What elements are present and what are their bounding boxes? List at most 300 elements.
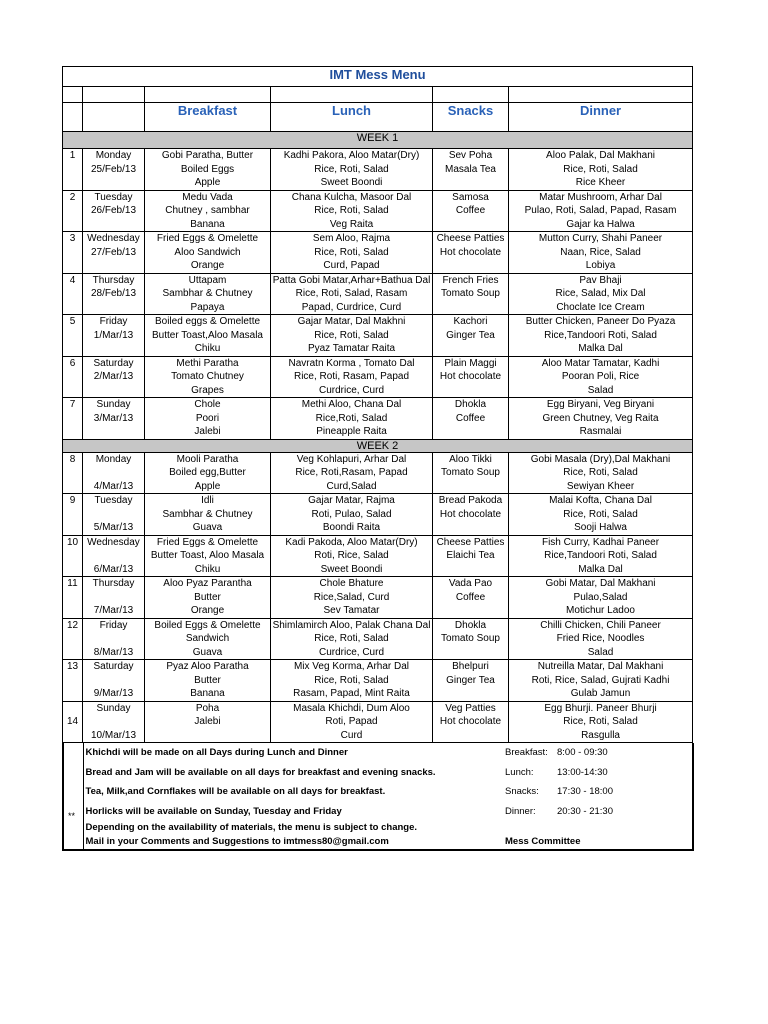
day-line: 26/Feb/13	[90, 205, 137, 216]
lunch-line: Rice, Roti, Salad, Rasam	[295, 288, 408, 299]
timing-dinner	[505, 802, 692, 822]
day-row	[63, 356, 693, 398]
breakfast-cell	[145, 701, 271, 743]
snacks-cell	[433, 618, 509, 660]
day-number	[63, 273, 83, 315]
snacks-cell	[433, 232, 509, 274]
dinner-line: Mutton Curry, Shahi Paneer	[538, 233, 663, 244]
day-line	[83, 508, 144, 522]
day-cell	[83, 660, 145, 702]
day-line: 5/Mar/13	[93, 522, 134, 533]
day-cell	[83, 190, 145, 232]
dinner-line: Butter Chicken, Paneer Do Pyaza	[525, 316, 676, 327]
dinner-line: Salad	[587, 646, 614, 658]
day-number	[63, 356, 83, 398]
breakfast-line: Idli	[201, 495, 214, 506]
lunch-cell	[271, 452, 433, 494]
day-line: 1/Mar/13	[93, 329, 134, 341]
day-line	[83, 674, 144, 688]
day-number	[63, 232, 83, 274]
snacks-line: Coffee	[455, 412, 486, 424]
breakfast-line: Boiled eggs & Omelette	[154, 316, 261, 327]
lunch-line: Patta Gobi Matar,Arhar+Bathua Dal	[272, 274, 431, 286]
breakfast-line: Sambhar & Chutney	[162, 288, 253, 299]
lunch-line: Rice, Roti, Salad	[314, 633, 389, 644]
day-number	[63, 577, 83, 619]
breakfast-line: Aloo Sandwich	[174, 246, 241, 258]
snacks-cell	[433, 149, 509, 191]
snacks-line: Dhokla	[454, 399, 487, 410]
day-number-text: 3	[69, 233, 76, 244]
day-cell	[83, 273, 145, 315]
snacks-line	[433, 729, 508, 743]
breakfast-line: Boiled Eggs	[180, 163, 235, 175]
snacks-line	[433, 218, 508, 232]
snacks-line	[433, 301, 508, 315]
day-line: 28/Feb/13	[90, 288, 137, 299]
dinner-line: Chilli Chicken, Chili Paneer	[540, 619, 661, 631]
dinner-cell	[509, 701, 693, 743]
breakfast-line: Tomato Chutney	[171, 371, 244, 382]
day-cell	[83, 701, 145, 743]
snacks-line: Ginger Tea	[446, 674, 495, 686]
breakfast-line: Uttapam	[188, 274, 227, 286]
breakfast-line: Butter	[194, 674, 221, 686]
breakfast-line: Guava	[192, 646, 223, 658]
snacks-cell	[433, 190, 509, 232]
day-cell	[83, 535, 145, 577]
lunch-line: Rice, Roti, Salad	[314, 674, 389, 686]
lunch-line: Rice, Roti, Rasam, Papad	[293, 371, 410, 382]
lunch-line: Mix Veg Korma, Arhar Dal	[293, 661, 410, 672]
dinner-line: Salad	[587, 384, 614, 396]
day-line	[83, 549, 144, 563]
lunch-line: Sweet Boondi	[320, 563, 383, 575]
day-line	[83, 342, 144, 356]
day-row	[63, 232, 693, 274]
snacks-line	[433, 646, 508, 660]
snacks-cell	[433, 494, 509, 536]
lunch-line: Curd,Salad	[326, 480, 377, 492]
timing-snacks	[505, 782, 692, 802]
day-row	[63, 660, 693, 702]
breakfast-line: Aloo Pyaz Parantha	[163, 578, 252, 589]
snacks-cell	[433, 535, 509, 577]
lunch-line: Pineapple Raita	[316, 426, 387, 437]
lunch-cell	[271, 232, 433, 274]
day-number-text: 8	[69, 453, 76, 465]
lunch-line: Navratn Korma , Tomato Dal	[288, 357, 415, 369]
day-number-text: 12	[66, 619, 79, 631]
dinner-cell	[509, 149, 693, 191]
day-number-text: 6	[69, 357, 76, 369]
note-item: Tea, Milk,and Cornflakes will be available on all days for breakfast.	[85, 786, 386, 797]
snacks-line: French Fries	[442, 274, 499, 286]
breakfast-line: Butter Toast,Aloo Masala	[152, 329, 263, 341]
lunch-line: Papad, Curdrice, Curd	[301, 301, 402, 313]
breakfast-line: Butter Toast, Aloo Masala	[150, 550, 265, 561]
day-number	[63, 618, 83, 660]
breakfast-line: Guava	[192, 522, 223, 533]
lunch-cell	[271, 356, 433, 398]
breakfast-line: Boiled Eggs & Omelette	[154, 619, 261, 631]
dinner-line: Fish Curry, Kadhai Paneer	[541, 536, 660, 548]
week-header-row	[63, 439, 693, 452]
lunch-line: Chana Kulcha, Masoor Dal	[291, 191, 412, 203]
dinner-cell	[509, 577, 693, 619]
lunch-line: Sweet Boondi	[320, 177, 383, 188]
note-item: Horlicks will be available on Sunday, Tuesday and Friday	[85, 805, 342, 817]
timing-label: Snacks:	[505, 786, 539, 797]
day-line	[83, 301, 144, 315]
dinner-line: Pav Bhaji	[579, 274, 622, 286]
lunch-line: Rice, Roti, Salad	[314, 246, 389, 258]
day-cell	[83, 398, 145, 440]
dinner-line: Pulao,Salad	[573, 591, 628, 603]
day-number	[63, 452, 83, 494]
lunch-line: Rice, Roti,Rasam, Papad	[295, 467, 408, 478]
lunch-line: Sev Tamatar	[323, 605, 380, 616]
breakfast-cell	[145, 535, 271, 577]
lunch-line: Veg Raita	[329, 218, 374, 230]
snacks-line	[433, 604, 508, 618]
breakfast-line: Medu Vada	[182, 191, 233, 203]
day-number-text: 7	[69, 399, 76, 410]
day-line: Wednesday	[87, 233, 140, 244]
note-item: Depending on the availability of materials, the menu is subject to change.	[85, 822, 418, 833]
breakfast-line: Banana	[190, 218, 225, 230]
day-line: Sunday	[96, 702, 131, 714]
day-row	[63, 535, 693, 577]
lunch-cell	[271, 660, 433, 702]
note-marker-cell	[63, 743, 83, 850]
timing-label: Breakfast:	[505, 747, 548, 758]
header-snacks: Snacks	[433, 103, 509, 132]
lunch-cell	[271, 315, 433, 357]
lunch-cell	[271, 494, 433, 536]
lunch-cell	[271, 149, 433, 191]
snacks-line: Bread Pakoda	[438, 495, 503, 506]
dinner-line: Motichur Ladoo	[566, 605, 635, 616]
day-number-text: 10	[66, 536, 79, 548]
day-cell	[83, 452, 145, 494]
snacks-line: Hot chocolate	[439, 716, 502, 727]
day-line: 2/Mar/13	[93, 371, 134, 382]
day-line: 25/Feb/13	[90, 163, 137, 175]
day-line: Tuesday	[94, 495, 133, 506]
lunch-line: Masala Khichdi, Dum Aloo	[293, 702, 410, 714]
snacks-line: Cheese Patties	[436, 233, 505, 244]
mess-menu-sheet	[62, 66, 692, 851]
dinner-line: Gobi Masala (Dry),Dal Makhani	[530, 453, 671, 465]
snacks-line: Hot chocolate	[439, 371, 502, 382]
snacks-line	[433, 342, 508, 356]
day-line	[83, 259, 144, 273]
snacks-line: Tomato Soup	[441, 633, 500, 644]
day-row	[63, 618, 693, 660]
dinner-cell	[509, 398, 693, 440]
breakfast-line: Chiku	[194, 563, 221, 575]
day-number	[63, 535, 83, 577]
signature: Mess Committee	[505, 836, 581, 847]
snacks-cell	[433, 315, 509, 357]
timing-lunch	[505, 763, 692, 783]
dinner-line: Pooran Poli, Rice	[561, 371, 640, 382]
dinner-line: Malai Kofta, Chana Dal	[549, 495, 652, 506]
notes-list	[83, 743, 505, 850]
day-cell	[83, 315, 145, 357]
lunch-line: Curd, Papad	[323, 260, 380, 271]
dinner-line: Gulab Jamun	[570, 688, 631, 699]
header-lunch: Lunch	[271, 103, 433, 132]
lunch-line: Gajar Matar, Rajma	[308, 495, 395, 506]
lunch-line: Pyaz Tamatar Raita	[307, 343, 396, 354]
breakfast-line: Fried Eggs & Omelette	[156, 536, 259, 548]
snacks-line	[433, 176, 508, 190]
day-line: Friday	[99, 316, 128, 327]
lunch-cell	[271, 535, 433, 577]
snacks-line: Masala Tea	[445, 163, 496, 175]
dinner-cell	[509, 190, 693, 232]
day-number	[63, 660, 83, 702]
title-row	[63, 67, 693, 87]
breakfast-cell	[145, 494, 271, 536]
breakfast-line: Poori	[195, 412, 220, 424]
day-cell	[83, 232, 145, 274]
snacks-line: Vada Pao	[448, 578, 493, 589]
dinner-line: Gobi Matar, Dal Makhani	[545, 578, 656, 589]
breakfast-cell	[145, 398, 271, 440]
dinner-cell	[509, 315, 693, 357]
timing-value: 20:30 - 21:30	[557, 805, 613, 817]
day-number	[63, 190, 83, 232]
note-item: Khichdi will be made on all Days during Lunch and Dinner	[85, 747, 348, 758]
day-line: Saturday	[93, 357, 134, 369]
dinner-line: Malka Dal	[578, 563, 623, 575]
dinner-line: Egg Biryani, Veg Biryani	[546, 399, 655, 410]
day-cell	[83, 356, 145, 398]
breakfast-line: Poha	[195, 702, 220, 714]
dinner-line: Aloo Palak, Dal Makhani	[546, 150, 655, 161]
lunch-line: Gajar Matar, Dal Makhni	[297, 316, 406, 327]
snacks-line	[433, 521, 508, 535]
day-line: 6/Mar/13	[93, 563, 134, 575]
day-cell	[83, 149, 145, 191]
breakfast-line: Chiku	[194, 343, 221, 354]
snacks-line	[433, 563, 508, 577]
lunch-line: Rice, Roti, Salad	[314, 205, 389, 216]
lunch-line: Roti, Rice, Salad	[314, 550, 389, 561]
timing-breakfast	[505, 743, 692, 763]
snacks-line	[433, 425, 508, 439]
dinner-line: Nutreilla Matar, Dal Makhani	[537, 661, 664, 672]
snacks-line: Bhelpuri	[452, 661, 489, 672]
timing-value: 17:30 - 18:00	[557, 786, 613, 797]
day-row	[63, 577, 693, 619]
breakfast-cell	[145, 190, 271, 232]
dinner-line: Aloo Matar Tamatar, Kadhi	[541, 357, 660, 369]
snacks-line	[433, 259, 508, 273]
breakfast-line: Grapes	[191, 384, 224, 396]
dinner-line: Matar Mushroom, Arhar Dal	[539, 191, 662, 203]
day-line	[83, 176, 144, 190]
snacks-line: Coffee	[455, 205, 486, 216]
breakfast-line: Jalebi	[194, 716, 221, 727]
notes-section	[62, 743, 694, 851]
dinner-line: Rasmalai	[579, 426, 622, 437]
snacks-cell	[433, 577, 509, 619]
lunch-line: Chole Bhature	[319, 578, 384, 589]
week-header-row	[63, 132, 693, 149]
day-line: 27/Feb/13	[90, 246, 137, 258]
dinner-cell	[509, 535, 693, 577]
snacks-line: Hot chocolate	[439, 508, 502, 520]
day-cell	[83, 618, 145, 660]
day-row	[63, 315, 693, 357]
lunch-cell	[271, 577, 433, 619]
dinner-line: Rice, Roti, Salad	[563, 467, 638, 478]
day-line: 9/Mar/13	[93, 688, 134, 699]
lunch-line: Rice, Roti, Salad	[314, 329, 389, 341]
snacks-line: Plain Maggi	[444, 357, 497, 369]
column-header-row	[63, 103, 693, 132]
day-line: Saturday	[93, 661, 134, 672]
day-line: 7/Mar/13	[93, 605, 134, 616]
lunch-cell	[271, 398, 433, 440]
dinner-line: Lobiya	[585, 260, 616, 271]
lunch-line: Curd	[340, 729, 363, 741]
lunch-line: Veg Kohlapuri, Arhar Dal	[296, 453, 407, 465]
day-number-text: 11	[67, 578, 78, 589]
day-number-text: 14	[66, 716, 79, 727]
day-line: Monday	[95, 453, 132, 465]
menu-title: IMT Mess Menu	[63, 67, 693, 87]
day-row	[63, 452, 693, 494]
day-line	[83, 632, 144, 646]
note-item: Bread and Jam will be available on all days for breakfast and evening snacks.	[85, 766, 436, 778]
day-line: Wednesday	[87, 536, 140, 548]
snacks-cell	[433, 398, 509, 440]
snacks-line	[433, 480, 508, 494]
day-line	[83, 591, 144, 605]
breakfast-line: Chole	[194, 399, 221, 410]
breakfast-line: Gobi Paratha, Butter	[161, 150, 254, 161]
dinner-line: Rice Kheer	[575, 177, 626, 188]
timings-list	[505, 743, 693, 850]
snacks-line: Elaichi Tea	[446, 550, 495, 561]
day-line: 4/Mar/13	[93, 480, 134, 492]
day-number	[63, 701, 83, 743]
breakfast-cell	[145, 660, 271, 702]
dinner-line: Roti, Rice, Salad, Gujrati Kadhi	[531, 674, 670, 686]
day-cell	[83, 494, 145, 536]
day-line	[83, 384, 144, 398]
dinner-line: Rice, Roti, Salad	[563, 508, 638, 520]
breakfast-line: Methi Paratha	[176, 357, 239, 369]
lunch-cell	[271, 190, 433, 232]
day-cell	[83, 577, 145, 619]
snacks-cell	[433, 356, 509, 398]
lunch-line: Methi Aloo, Chana Dal	[301, 399, 402, 410]
breakfast-line: Papaya	[190, 301, 225, 313]
breakfast-line: Jalebi	[194, 426, 221, 437]
dinner-line: Rice, Salad, Mix Dal	[555, 288, 646, 299]
day-row	[63, 190, 693, 232]
day-line: Tuesday	[94, 191, 133, 203]
day-row	[63, 149, 693, 191]
breakfast-cell	[145, 452, 271, 494]
day-line: Thursday	[92, 578, 135, 589]
breakfast-cell	[145, 577, 271, 619]
dinner-cell	[509, 494, 693, 536]
dinner-line: Rasgulla	[581, 729, 620, 741]
lunch-line: Rice, Roti, Salad	[314, 163, 389, 175]
day-number-text: 4	[69, 274, 76, 286]
lunch-line: Rice,Roti, Salad	[315, 412, 388, 424]
dinner-cell	[509, 356, 693, 398]
snacks-cell	[433, 273, 509, 315]
snacks-line: Kachori	[453, 316, 488, 327]
dinner-line: Choclate Ice Cream	[556, 301, 645, 313]
blank-row	[63, 87, 693, 103]
snacks-line: Dhokla	[454, 619, 487, 631]
breakfast-line: Boiled egg,Butter	[169, 467, 246, 478]
snacks-cell	[433, 452, 509, 494]
breakfast-cell	[145, 356, 271, 398]
dinner-line: Rice, Roti, Salad	[563, 716, 638, 727]
snacks-line: Hot chocolate	[439, 246, 502, 258]
breakfast-line: Chutney , sambhar	[165, 205, 250, 216]
note-item: Mail in your Comments and Suggestions to imtmess80@gmail.com	[85, 836, 389, 847]
dinner-line: Fried Rice, Noodles	[556, 633, 645, 644]
day-line: 10/Mar/13	[90, 729, 137, 741]
lunch-cell	[271, 273, 433, 315]
lunch-line: Kadhi Pakora, Aloo Matar(Dry)	[283, 150, 420, 161]
note-marker: **	[68, 811, 76, 821]
breakfast-line: Sambhar & Chutney	[162, 508, 253, 520]
snacks-line: Veg Patties	[445, 702, 496, 714]
day-line	[83, 466, 144, 480]
day-row	[63, 273, 693, 315]
day-number-text: 13	[66, 661, 79, 672]
day-number-text: 2	[69, 191, 76, 203]
breakfast-line	[145, 729, 270, 743]
day-line: Sunday	[96, 399, 131, 410]
snacks-line	[433, 687, 508, 701]
lunch-line: Curdrice, Curd	[318, 384, 385, 396]
dinner-line: Rice, Roti, Salad	[563, 163, 638, 175]
breakfast-line: Banana	[190, 688, 225, 699]
day-number-text: 9	[69, 495, 76, 506]
breakfast-line: Sandwich	[185, 633, 230, 644]
dinner-line: Sooji Halwa	[574, 522, 627, 533]
dinner-line: Pulao, Roti, Salad, Papad, Rasam	[524, 205, 677, 216]
lunch-line: Shimlamirch Aloo, Palak Chana Dal	[272, 619, 431, 631]
breakfast-line: Apple	[194, 480, 221, 492]
header-breakfast: Breakfast	[145, 103, 271, 132]
breakfast-cell	[145, 618, 271, 660]
day-line: Monday	[95, 150, 132, 161]
lunch-line: Roti, Pulao, Salad	[311, 508, 392, 520]
snacks-line: Aloo Tikki	[449, 453, 492, 465]
lunch-line: Roti, Papad	[325, 716, 378, 727]
day-line	[83, 715, 144, 729]
day-line: 8/Mar/13	[93, 646, 134, 658]
dinner-line: Rice,Tandoori Roti, Salad	[544, 550, 657, 561]
snacks-cell	[433, 701, 509, 743]
breakfast-line: Pyaz Aloo Paratha	[166, 661, 249, 672]
breakfast-line: Fried Eggs & Omelette	[156, 233, 259, 244]
